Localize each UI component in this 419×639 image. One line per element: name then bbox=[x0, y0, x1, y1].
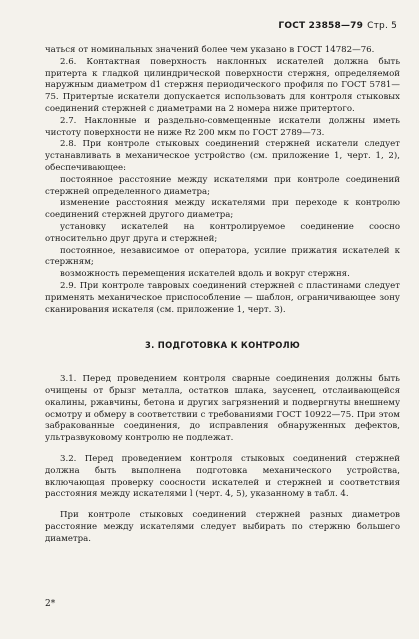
paragraph-3-1: 3.1. Перед проведением контроля сварные соединения должны быть очищены от брызг металла, остатков шлака, заусенец, отслаивающейся окалины, ржавчины, бетона и других загрязнений и подвергнуты внешнему осмотру и обмеру в соответствии с требованиями ГОСТ 10922—75. При этом забракованные соединения, до исправления обнаруженных дефектов, ультразвуковому контролю не подлежат. bbox=[45, 374, 400, 444]
paragraph-2-8: 2.8. При контроле стыковых соединений стержней искатели следует устанавливать в механическое устройство (см. приложение 1, черт. 1, 2), обеспечивающее: bbox=[45, 139, 400, 173]
paragraph-continuation: чаться от номинальных значений более чем указано в ГОСТ 14782—76. bbox=[45, 45, 375, 55]
list-item: постоянное, независимое от оператора, усилие прижатия искателей к стержням; bbox=[45, 245, 400, 268]
standard-number: ГОСТ 23858—79 bbox=[278, 21, 364, 31]
page-number: Стр. 5 bbox=[367, 21, 397, 31]
signature-mark: 2* bbox=[45, 599, 56, 609]
list-item: постоянное расстояние между искателями при контроле соединений стержней определенного диаметра; bbox=[45, 174, 400, 197]
paragraph-3-2: 3.2. Перед проведением контроля стыковых соединений стержней должна быть выполнена подготовка механического устройства, включающая проверку соосности искателей и стержней и соответствия расстояния между искателями l (черт. 4, 5), указанному в табл. 4. bbox=[45, 453, 400, 500]
paragraph-2-6: 2.6. Контактная поверхность наклонных искателей должна быть притерта к гладкой цилиндрической поверхности стержня, определяемой наружным диаметром d1 стержня периодического профиля по ГОСТ 5781—75. Притертые искатели допускается использовать для контроля стыковых соединений стержней с диаметрами на 2 номера ниже притертого. bbox=[45, 56, 400, 114]
section-heading: 3. ПОДГОТОВКА К КОНТРОЛЮ bbox=[144, 340, 301, 351]
paragraph-2-7: 2.7. Наклонные и раздельно-совмещенные искатели должны иметь чистоту поверхности не ниже Rz 200 мкм по ГОСТ 2789—73. bbox=[45, 115, 400, 138]
page-header bbox=[278, 21, 397, 31]
paragraph-3-2-note: При контроле стыковых соединений стержней разных диаметров расстояние между искателями следует выбирать по стержню большего диаметра. bbox=[45, 510, 400, 544]
list-item: установку искателей на контролируемое соединение соосно относительно друг друга и стержней; bbox=[45, 221, 400, 244]
list-item: возможность перемещения искателей вдоль и вокруг стержня. bbox=[60, 269, 350, 280]
document-body bbox=[45, 45, 400, 545]
list-item: изменение расстояния между искателями при переходе к контролю соединений стержней другого диаметра; bbox=[45, 198, 400, 221]
paragraph-2-9: 2.9. При контроле тавровых соединений стержней с пластинами следует применять механическое приспособление — шаблон, ограничивающее зону сканирования искателя (см. приложение 1, черт. 3). bbox=[45, 280, 400, 315]
